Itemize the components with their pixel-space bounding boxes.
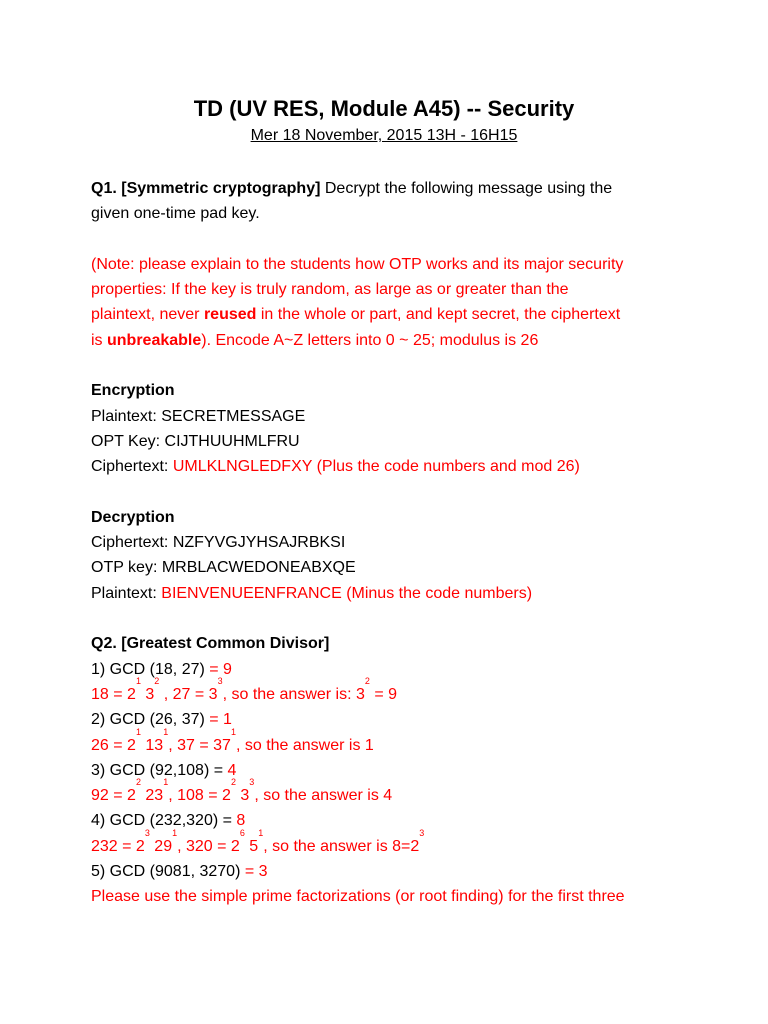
q1-prompt: Decrypt the following message using the [320, 180, 613, 197]
encryption-ciphertext [91, 454, 701, 479]
gcd-question-4 [91, 808, 701, 833]
gcd-answer: 4 [227, 761, 237, 779]
session-date: Mer 18 November, 2015 13H - 16H15 [250, 127, 518, 144]
decryption-ciphertext: Ciphertext: NZFYVGJYHSAJRBKSI [91, 534, 346, 552]
page-title: TD (UV RES, Module A45) -- Security [193, 96, 575, 121]
note-emphasis-reused: reused [203, 306, 257, 324]
gcd-solution-1: $18 = 2^1$ $3^2$ , $27 = 3^3$, so the answer is: $3^2 = 9$ [91, 675, 398, 703]
q1-heading-line [91, 176, 701, 201]
plaintext-label: Plaintext: [91, 584, 162, 602]
q1-label: Q1. [91, 180, 117, 197]
gcd-solution-4: $232 = 2^3$ $29^1$, $320 = 2^6$ $5^1$, so the answer is $8=2^3$ [91, 827, 425, 855]
gcd-answer: 8 [236, 812, 246, 830]
document-body [91, 176, 701, 910]
note-text: plaintext, never [91, 306, 204, 324]
q1-topic: [Symmetric cryptography] [121, 180, 321, 197]
note-emphasis-unbreakable: unbreakable [107, 331, 202, 349]
gcd-question-3 [91, 758, 701, 783]
q1-note-line-4 [91, 328, 701, 353]
note-text: is [91, 331, 107, 349]
q1-note-line-1: (Note: please explain to the students how OTP works and its major security [91, 255, 624, 273]
gcd-answer: = 1 [204, 711, 232, 729]
encryption-key: OPT Key: CIJTHUUHMLFRU [91, 432, 300, 450]
decryption-key: OTP key: MRBLACWEDONEABXQE [91, 559, 356, 577]
gcd-question-5 [91, 859, 701, 884]
q2-topic: [Greatest Common Divisor] [121, 635, 330, 653]
q2-label: Q2. [91, 635, 117, 653]
decryption-plaintext [91, 581, 701, 606]
encryption-plaintext: Plaintext: SECRETMESSAGE [91, 407, 306, 425]
q1-prompt-cont: given one-time pad key. [91, 205, 260, 223]
gcd-question-text: 5) GCD (9081, 3270) [91, 863, 241, 881]
encryption-heading: Encryption [91, 382, 175, 400]
gcd-question-text: 4) GCD (232,320) = [91, 812, 237, 830]
gcd-question-text: 2) GCD (26, 37) [91, 711, 205, 729]
gcd-instruction-note: Please use the simple prime factorizations (or root finding) for the first three [91, 888, 625, 906]
ciphertext-label: Ciphertext: [91, 458, 173, 476]
gcd-question-text: 1) GCD (18, 27) [91, 660, 205, 678]
q1-note-line-2: properties: If the key is truly random, as large as or greater than the [91, 281, 569, 299]
ciphertext-answer: UMLKLNGLEDFXY (Plus the code numbers and mod 26) [172, 458, 580, 476]
note-text: in the whole or part, and kept secret, the ciphertext [256, 306, 621, 324]
gcd-question-1 [91, 657, 701, 682]
note-text: ). Encode A~Z letters into 0 ~ 25; modulus is 26 [201, 331, 539, 349]
gcd-question-text: 3) GCD (92,108) = [91, 761, 228, 779]
gcd-answer: = 3 [240, 863, 268, 881]
gcd-answer: = 9 [204, 660, 232, 678]
gcd-solution-2: $26 = 2^1$ $13^1$, $37 = 37^1$, so the answer is 1 [91, 726, 374, 754]
q1-note-line-3 [91, 302, 701, 327]
q2-heading-line [91, 631, 701, 656]
decryption-heading: Decryption [91, 508, 175, 526]
gcd-solution-3: $92 = 2^2$ $23^1$, $108 = 2^2$ $3^3$, so the answer is 4 [91, 777, 393, 805]
gcd-question-2 [91, 707, 701, 732]
plaintext-answer: BIENVENUEENFRANCE (Minus the code numbers) [161, 584, 533, 602]
